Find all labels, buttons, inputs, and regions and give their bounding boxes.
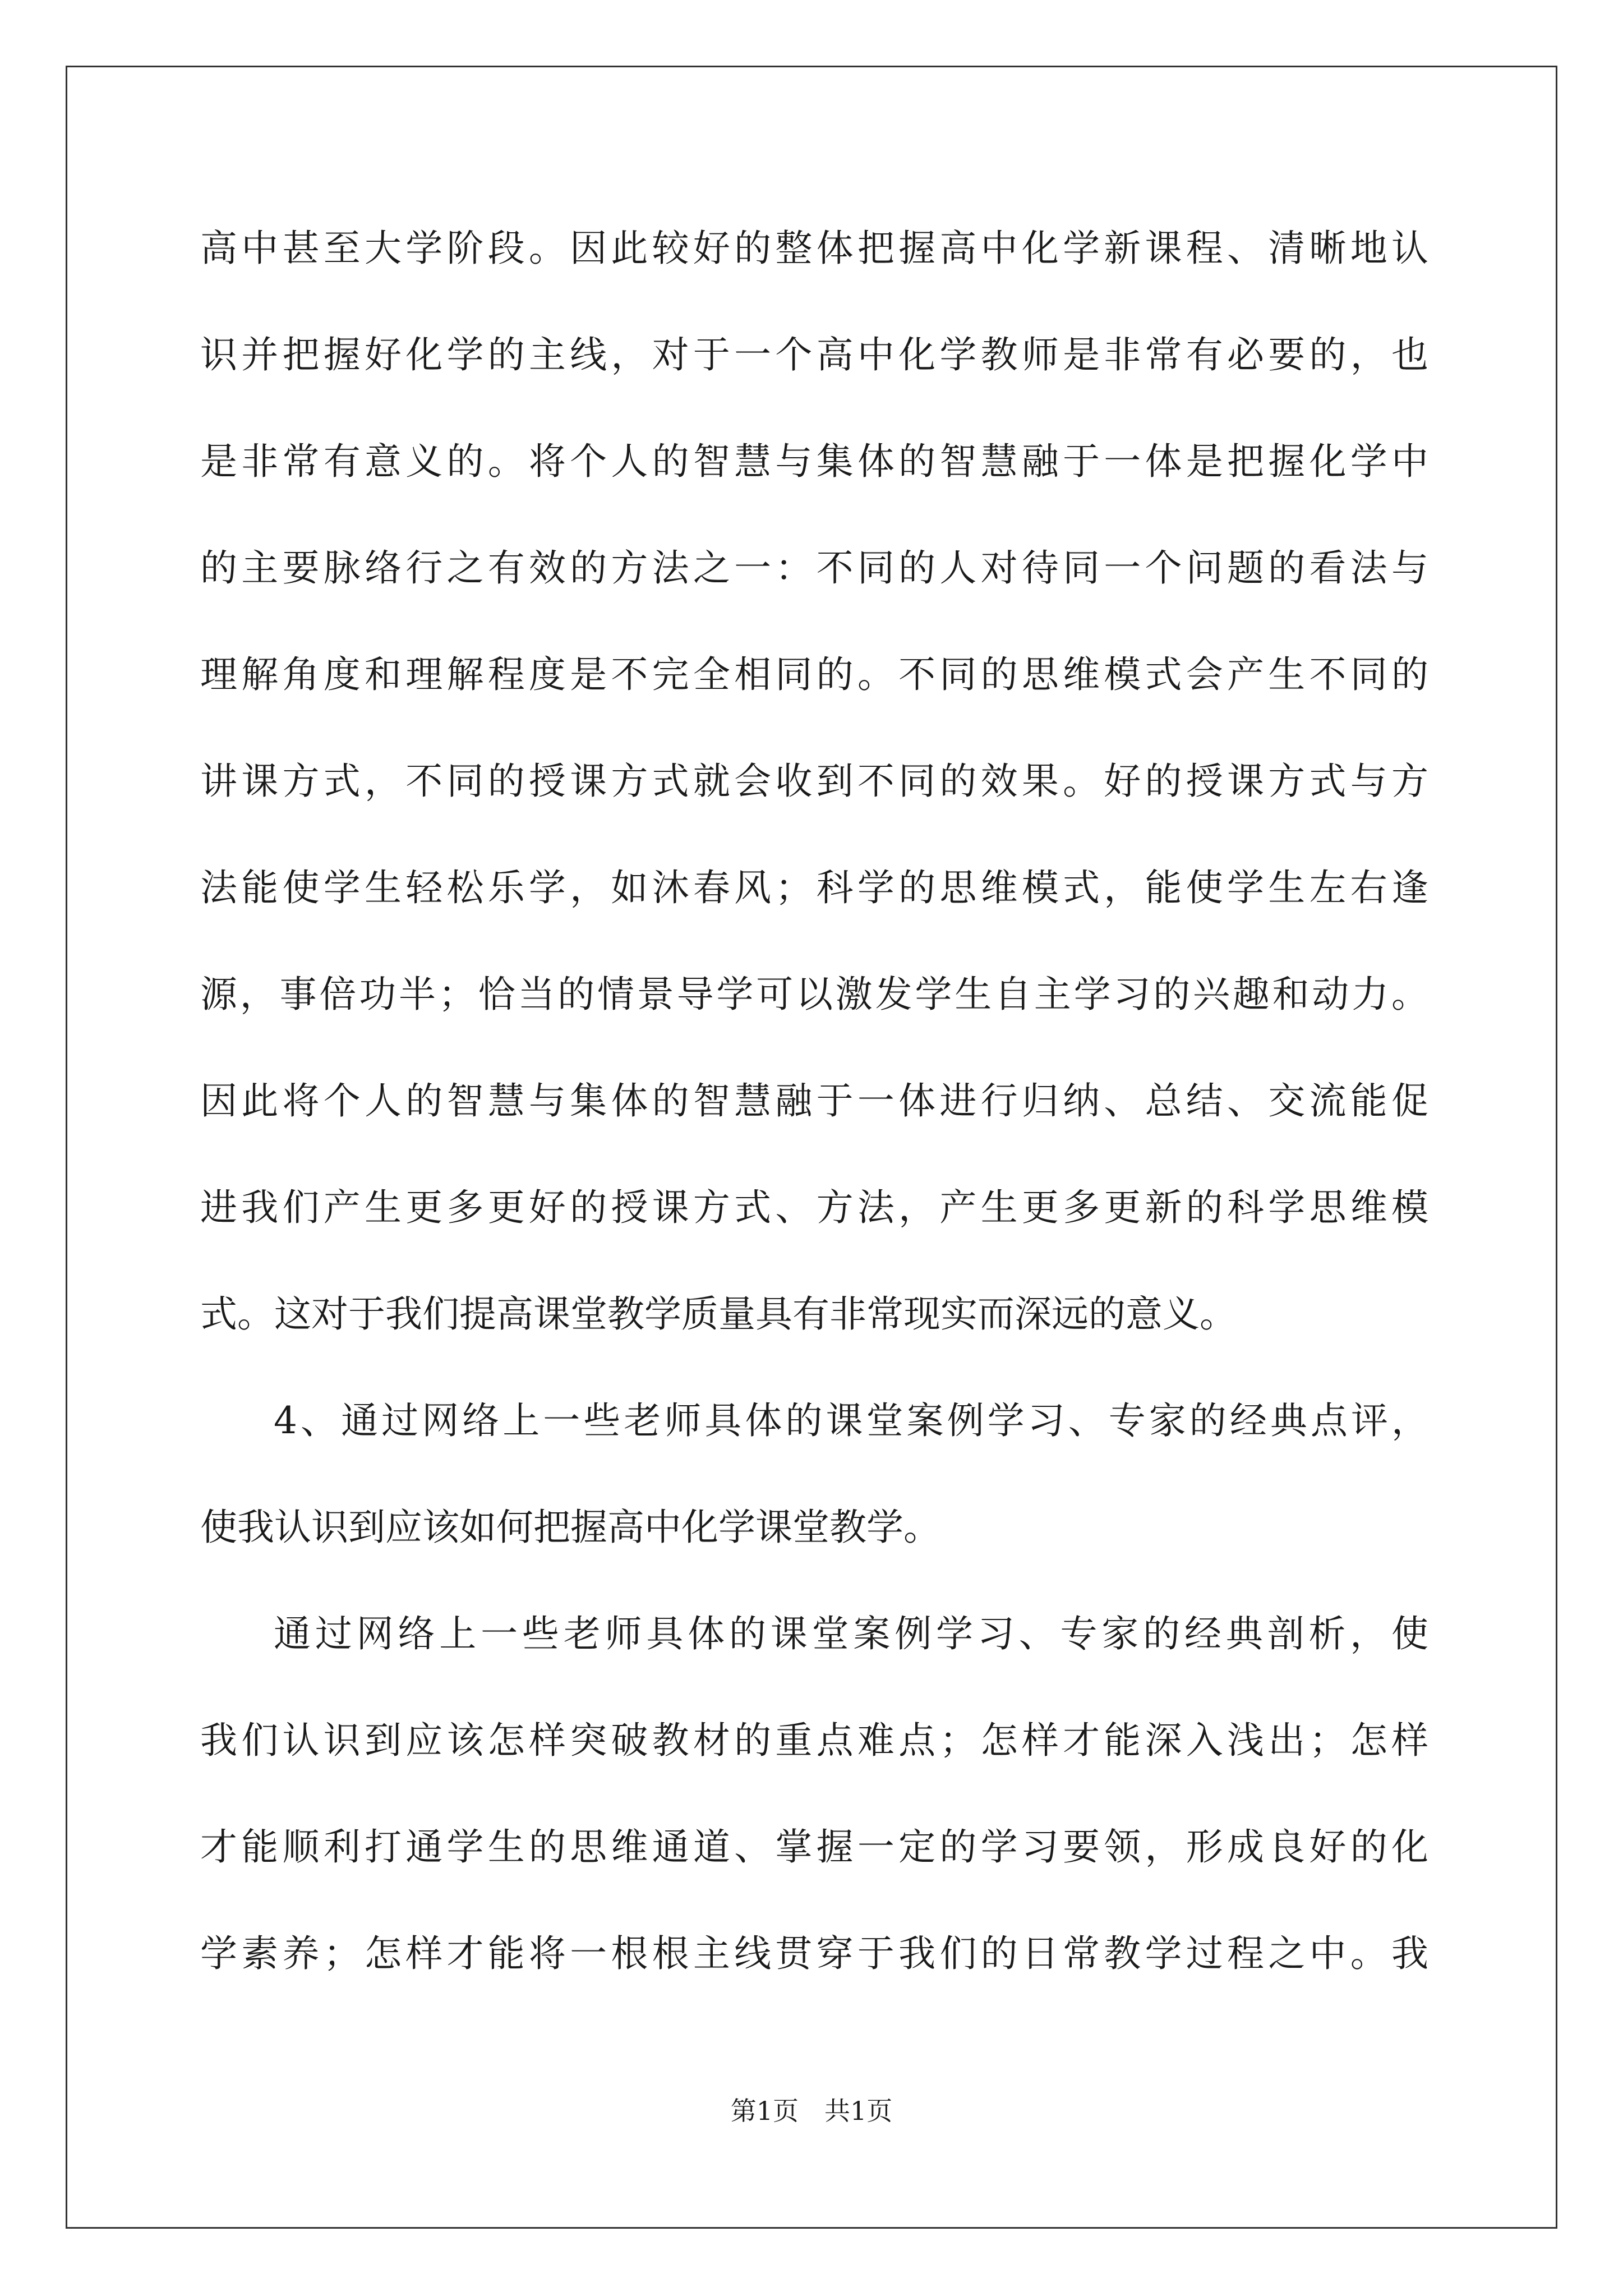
text-line-12: 4、通过网络上一些老师具体的课堂案例学习、专家的经典点评，	[274, 1399, 1428, 1442]
text-line-4: 的主要脉络行之有效的方法之一：不同的人对待同一个问题的看法与	[200, 546, 1428, 590]
text-line-2: 识并把握好化学的主线，对于一个高中化学教师是非常有必要的，也	[200, 333, 1428, 376]
text-line-1: 高中甚至大学阶段。因此较好的整体把握高中化学新课程、清晰地认	[200, 227, 1428, 270]
text-line-3: 是非常有意义的。将个人的智慧与集体的智慧融于一体是把握化学中	[200, 440, 1428, 483]
text-line-7: 法能使学生轻松乐学，如沐春风；科学的思维模式，能使学生左右逢	[200, 866, 1428, 909]
text-line-15: 我们认识到应该怎样突破教材的重点难点；怎样才能深入浅出；怎样	[200, 1719, 1428, 1762]
text-line-11: 式。这对于我们提高课堂教学质量具有非常现实而深远的意义。	[200, 1292, 1237, 1336]
text-line-14: 通过网络上一些老师具体的课堂案例学习、专家的经典剖析，使	[274, 1612, 1428, 1655]
text-line-6: 讲课方式，不同的授课方式就会收到不同的效果。好的授课方式与方	[200, 760, 1428, 803]
text-line-10: 进我们产生更多更好的授课方式、方法，产生更多更新的科学思维模	[200, 1186, 1428, 1229]
page-border	[66, 66, 1557, 2229]
text-line-16: 才能顺利打通学生的思维通道、掌握一定的学习要领，形成良好的化	[200, 1825, 1428, 1869]
text-line-17: 学素养；怎样才能将一根根主线贯穿于我们的日常教学过程之中。我	[200, 1932, 1428, 1975]
text-line-13: 使我认识到应该如何把握高中化学课堂教学。	[200, 1506, 940, 1549]
text-line-9: 因此将个人的智慧与集体的智慧融于一体进行归纳、总结、交流能促	[200, 1079, 1428, 1122]
text-line-5: 理解角度和理解程度是不完全相同的。不同的思维模式会产生不同的	[200, 653, 1428, 696]
text-line-8: 源，事倍功半；恰当的情景导学可以激发学生自主学习的兴趣和动力。	[200, 973, 1428, 1016]
page-footer: 第1页 共1页	[730, 2096, 893, 2126]
